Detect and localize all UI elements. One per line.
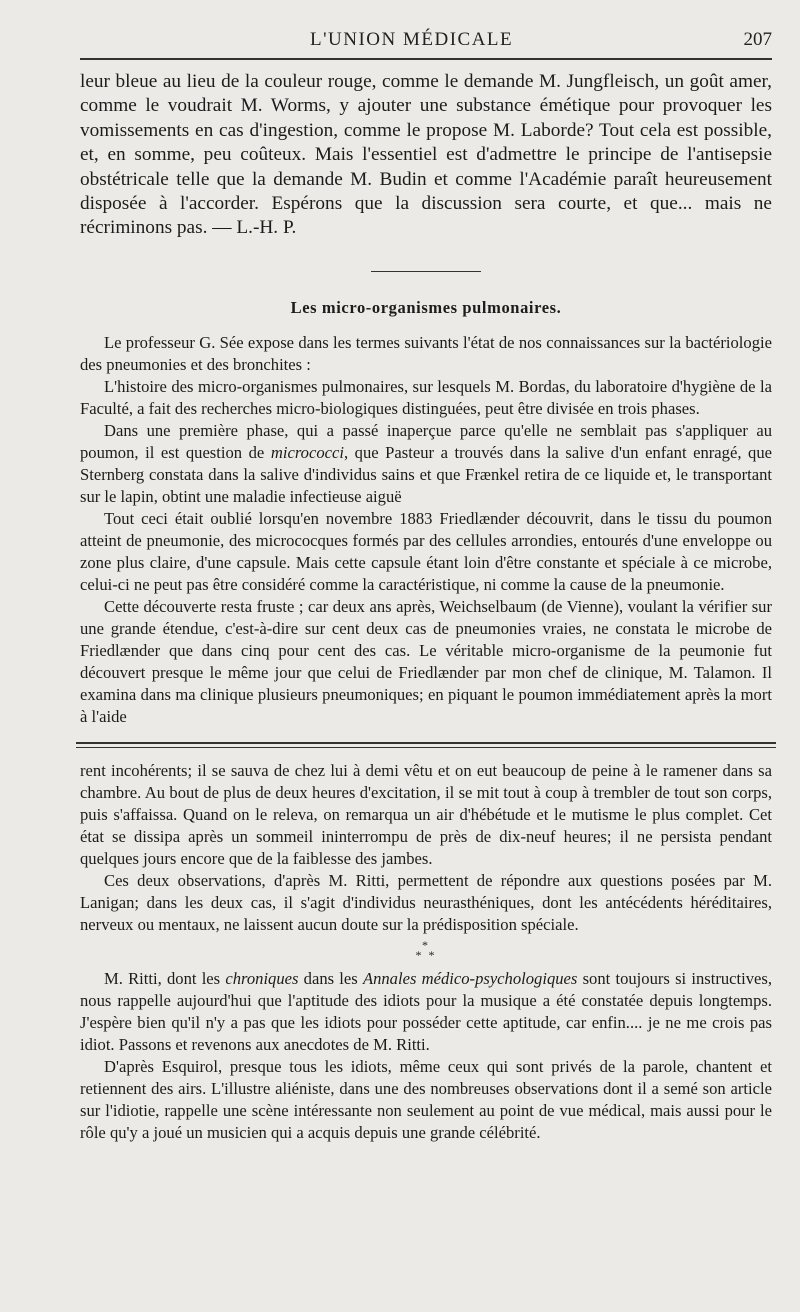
column-paragraph: D'après Esquirol, presque tous les idiots, même ceux qui sont privés de la parole, chantent et retiennent des airs. L'illustre aliéniste, dans une des nombreuses observations dont il a semé son article sur l'idiotie, rappelle une scène intéressante non seulement au point de vue médical, mais aussi pour le rôle qu'y a joué un musicien qui a acquis depuis une grande célébrité. (80, 1056, 772, 1142)
text-run: , que Pasteur a trouvés dans la salive d'un enfant enragé, que Sternberg constata dans la salive d'individus sains et que Frænkel retira de ce liquide et, le transportant sur le lapin, obtint une maladie infectieuse aiguë (80, 442, 772, 506)
column-divider-rule (76, 742, 776, 748)
column-paragraph: rent incohérents; il se sauva de chez lui à demi vêtu et on eut beaucoup de peine à le ramener dans sa chambre. Au bout de plus de deux heures d'excitation, il se mit tout à coup à trembler de tout son corps, puis s'affaissa. Quand on le releva, on remarqua un air d'hébétude et le mutisme le plus complet. Cet état se dissipa après un sommeil ininterrompu de près de dix-neuf heures; il ne persista pendant quelques jours encore que de la faiblesse des jambes. (80, 760, 772, 868)
section-separator (371, 271, 481, 272)
journal-title: L'UNION MÉDICALE (310, 29, 514, 50)
lower-column-body (80, 760, 772, 1144)
text-run: Dans une première phase, qui a passé inaperçue parce qu'elle ne semblait pas s'appliquer au poumon, il est question de (80, 420, 772, 462)
column-paragraph: Ces deux observations, d'après M. Ritti, permettent de répondre aux questions posées par M. Lanigan; dans les deux cas, il s'agit d'individus neurasthéniques, dont les antécédents héréditaires, nerveux ou mentaux, ne laissent aucun doute sur la prédisposition spéciale. (80, 870, 772, 934)
running-header (80, 0, 772, 60)
italic-term: Annales médico-psychologiques (362, 968, 578, 988)
article-paragraph (80, 420, 772, 508)
article-paragraph: Tout ceci était oublié lorsqu'en novembre 1883 Friedlænder découvrit, dans le tissu du poumon atteint de pneumonie, des micrococques formés par des cellules arrondies, entourés d'une enveloppe ou zone plus claire, d'une capsule. Mais cette capsule étant loin d'être constante et spéciale à ce microbe, celui-ci ne peut pas être considéré comme la caractéristique, ni comme la cause de la pneumonie. (80, 508, 772, 594)
italic-term: chroniques (225, 968, 299, 988)
asterism-top: * (422, 937, 430, 952)
intro-paragraph-block (80, 70, 772, 241)
italic-term: micrococci (270, 442, 344, 462)
text-run: sont toujours si instructives, nous rappelle aujourd'hui que l'aptitude des idiots pour la musique a été constatée depuis longtemps. J'espère bien qu'il n'y a pas que les idiots pour posséder cette aptitude, car enfin.... je ne me crois pas idiot. Passons et revenons aux anecdotes de M. Ritti. (80, 968, 773, 1054)
section-title: Les micro-organismes pulmonaires. (290, 297, 562, 317)
text-run: M. Ritti, dont les (104, 968, 226, 988)
page-number: 207 (743, 29, 772, 50)
article-paragraph: Cette découverte resta fruste ; car deux ans après, Weichselbaum (de Vienne), voulant la vérifier sur une grande étendue, c'est-à-dire sur cent deux cas de pneumonies vraies, ne constata le microbe de Friedlænder que dans cinq pour cent des cas. Le véritable micro-organisme de la peumonie fut découvert presque le même jour que celui de Friedlænder par mon chef de clinique, M. Talamon. Il examina dans ma clinique plusieurs pneumoniques; en piquant le poumon immédiatement après la mort à l'aide (80, 596, 772, 726)
article-paragraph: Le professeur G. Sée expose dans les termes suivants l'état de nos connaissances sur la bactériologie des pneumonies et des bronchites : (80, 332, 772, 374)
intro-paragraph: leur bleue au lieu de la couleur rouge, comme le demande M. Jungfleisch, un goût amer, comme le voudrait M. Worms, y ajouter une substance émétique pour provoquer les vomissements en cas d'ingestion, comme le propose M. Laborde? Tout cela est possible, et, en somme, peu coûteux. Mais l'essentiel est d'admettre le principe de l'antisepsie obstétricale telle que la demande M. Budin et comme l'Académie paraît heureusement disposée à l'accorder. Espérons que la discussion sera courte, et que... mais ne récriminons pas. — L.-H. P. (80, 71, 772, 239)
text-run: dans les (298, 968, 363, 988)
article-paragraph: L'histoire des micro-organismes pulmonaires, sur lesquels M. Bordas, du laboratoire d'hygiène de la Faculté, a fait des recherches micro-biologiques distinguées, peut être divisée en trois phases. (80, 376, 772, 418)
asterism-bottom: * * (415, 947, 437, 962)
asterism-divider (80, 937, 772, 962)
article-body (80, 332, 772, 728)
column-paragraph (80, 968, 772, 1056)
